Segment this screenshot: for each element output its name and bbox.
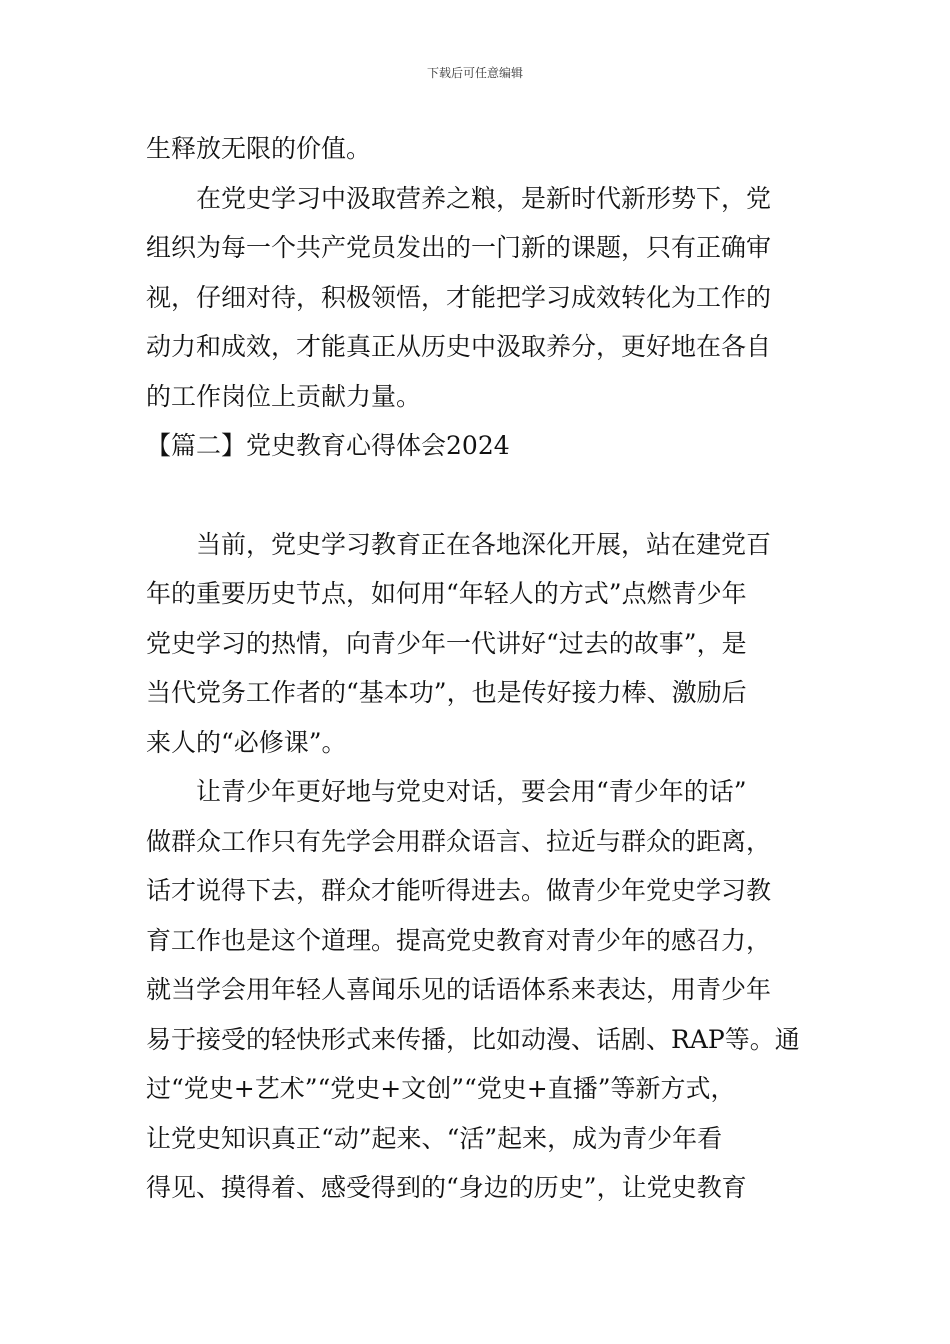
text-line: 在党史学习中汲取营养之粮，是新时代新形势下，党 [196, 183, 772, 213]
text-line: 来人的“必修课”。 [146, 727, 347, 757]
paragraph-2 [146, 174, 816, 422]
paragraph-3 [146, 520, 816, 768]
text-line: 过“党史+艺术”“党史+文创”“党史+直播”等新方式， [146, 1074, 736, 1103]
paragraph-4 [146, 767, 816, 1213]
section-heading: 【篇二】党史教育心得体会2024 [146, 431, 510, 460]
text-line: 让党史知识真正“动”起来、“活”起来，成为青少年看 [146, 1123, 723, 1153]
text-line: 让青少年更好地与党史对话，要会用“青少年的话” [196, 777, 747, 806]
text-line: 育工作也是这个道理。提高党史教育对青少年的感召力， [146, 925, 772, 955]
text-line: 动力和成效，才能真正从历史中汲取养分，更好地在各自 [146, 332, 772, 361]
text-line: 的工作岗位上贡献力量。 [146, 381, 422, 411]
text-line: 当代党务工作者的“基本功”，也是传好接力棒、激励后 [146, 678, 747, 707]
paragraph-1 [146, 124, 816, 174]
page-header: 下载后可任意编辑 [426, 66, 523, 80]
text-line: 当前，党史学习教育正在各地深化开展，站在建党百 [196, 529, 772, 559]
text-line: 年的重要历史节点，如何用“年轻人的方式”点燃青少年 [146, 579, 747, 608]
text-line: 党史学习的热情，向青少年一代讲好“过去的故事”，是 [146, 628, 747, 658]
text-line: 做群众工作只有先学会用群众语言、拉近与群众的距离， [146, 826, 772, 856]
document-body [146, 124, 816, 1213]
text-line: 话才说得下去，群众才能听得进去。做青少年党史学习教 [146, 876, 772, 905]
blank-line [146, 471, 816, 520]
text-line: 得见、摸得着、感受得到的“身边的历史”，让党史教育 [146, 1173, 747, 1202]
text-line: 就当学会用年轻人喜闻乐见的话语体系来表达，用青少年 [146, 975, 772, 1004]
text-line: 组织为每一个共产党员发出的一门新的课题，只有正确审 [146, 233, 772, 262]
text-line: 视，仔细对待，积极领悟，才能把学习成效转化为工作的 [146, 282, 772, 312]
text-line: 生释放无限的价值。 [146, 134, 372, 163]
text-line: 易于接受的轻快形式来传播，比如动漫、话剧、RAP等。通 [146, 1024, 800, 1054]
